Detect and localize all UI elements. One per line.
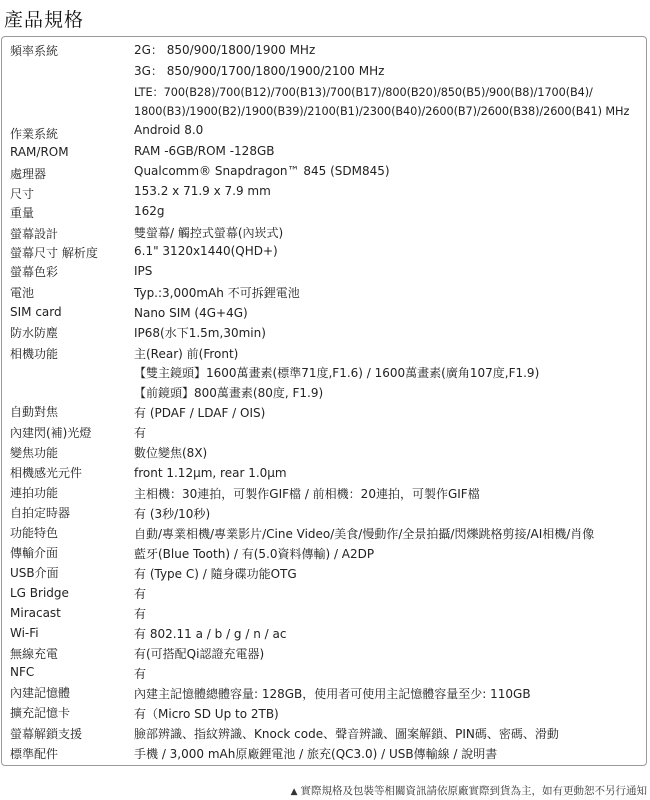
page-title: 產品規格: [4, 9, 85, 31]
spec-value: 手機 / 3,000 mAh原廠鋰電池 / 旅充(QC3.0) / USB傳輸線 / 說明書: [134, 747, 498, 761]
spec-label: 重量: [10, 206, 35, 220]
spec-label: 螢幕尺寸 解析度: [10, 246, 98, 260]
spec-label: 相機功能: [10, 347, 59, 361]
spec-value: 【雙主鏡頭】1600萬畫素(標準71度,F1.6) / 1600萬畫素(廣角107度,F1.9): [134, 366, 540, 380]
spec-label: LG Bridge: [10, 586, 69, 600]
spec-label: Wi-Fi: [10, 626, 39, 640]
spec-value: 有: [134, 607, 147, 621]
spec-label: 內建閃(補)光燈: [10, 426, 92, 440]
spec-value: 臉部辨識、指紋辨識、Knock code、聲音辨識、圖案解鎖、PIN碼、密碼、滑動: [134, 727, 559, 741]
spec-value: 藍牙(Blue Tooth) / 有(5.0資料傳輸) / A2DP: [134, 547, 375, 561]
spec-value: 【前鏡頭】800萬畫素(80度, F1.9): [134, 386, 324, 400]
spec-label: 作業系統: [10, 127, 59, 141]
spec-label: 自動對焦: [10, 405, 59, 419]
spec-label: RAM/ROM: [10, 145, 69, 159]
spec-value: 內建主記憶體總體容量: 128GB，使用者可使用主記憶體容量至少: 110GB: [134, 687, 531, 701]
spec-value: 有: [134, 587, 147, 601]
spec-label: 傳輸介面: [10, 546, 59, 560]
spec-value: Typ.:3,000mAh 不可拆鋰電池: [134, 286, 300, 300]
spec-value: 主(Rear) 前(Front): [134, 347, 239, 361]
spec-value: front 1.12μm, rear 1.0μm: [134, 466, 287, 480]
spec-label: 防水防塵: [10, 326, 59, 340]
spec-value: 162g: [134, 204, 165, 218]
spec-value: 主相機：30連拍，可製作GIF檔 / 前相機：20連拍，可製作GIF檔: [134, 487, 480, 501]
spec-value: Android 8.0: [134, 123, 204, 137]
spec-value: 數位變焦(8X): [134, 446, 208, 460]
spec-value: RAM -6GB/ROM -128GB: [134, 144, 275, 158]
spec-table: [1, 36, 647, 766]
spec-label: 電池: [10, 286, 35, 300]
spec-value: 有（Micro SD Up to 2TB): [134, 707, 279, 721]
spec-value: 有 (PDAF / LDAF / OIS): [134, 406, 266, 420]
spec-value: 1800(B3)/1900(B2)/1900(B39)/2100(B1)/2300(B40)/2600(B7)/2600(B38)/2600(B41) MHz: [134, 105, 630, 118]
spec-label: 相機感光元件: [10, 466, 83, 480]
spec-label: USB介面: [10, 566, 59, 580]
spec-value: 3G： 850/900/1700/1800/1900/2100 MHz: [134, 64, 385, 78]
spec-value: 自動/專業相機/專業影片/Cine Video/美食/慢動作/全景拍攝/閃爍跳格剪接/AI相機/肖像: [134, 527, 595, 541]
spec-value: 有 (Type C) / 隨身碟功能OTG: [134, 567, 297, 581]
spec-label: 尺寸: [10, 187, 35, 201]
spec-value: 2G： 850/900/1800/1900 MHz: [134, 43, 316, 57]
spec-value: IPS: [134, 264, 153, 278]
spec-value: 6.1" 3120x1440(QHD+): [134, 244, 278, 258]
spec-value: Nano SIM (4G+4G): [134, 306, 248, 320]
spec-label: 無線充電: [10, 647, 59, 661]
spec-label: 標準配件: [10, 747, 59, 761]
spec-value: IP68(水下1.5m,30min): [134, 326, 266, 340]
spec-label: 連拍功能: [10, 486, 59, 500]
spec-value: 153.2 x 71.9 x 7.9 mm: [134, 184, 271, 198]
spec-label: 變焦功能: [10, 446, 59, 460]
spec-value: 有: [134, 667, 147, 681]
footnote: [291, 783, 647, 798]
spec-label: 功能特色: [10, 526, 59, 540]
spec-label: NFC: [10, 665, 35, 679]
spec-value: 雙螢幕/ 觸控式螢幕(內崁式): [134, 226, 284, 240]
spec-label: 螢幕設計: [10, 227, 59, 241]
spec-label: 處理器: [10, 167, 47, 181]
spec-label: 內建記憶體: [10, 686, 71, 700]
spec-label: 自拍定時器: [10, 506, 71, 520]
spec-label: SIM card: [10, 305, 62, 319]
spec-label: 頻率系統: [10, 44, 59, 58]
footnote-text: 實際規格及包裝等相關資訊請依原廠實際到貨為主，如有更動恕不另行通知: [300, 785, 647, 797]
spec-value: LTE：700(B28)/700(B12)/700(B13)/700(B17)/800(B20)/850(B5)/900(B8)/1700(B4)/: [134, 86, 593, 99]
spec-value: 有 802.11 a / b / g / n / ac: [134, 627, 287, 641]
spec-label: 螢幕色彩: [10, 265, 59, 279]
spec-value: 有 (3秒/10秒): [134, 507, 211, 521]
spec-value: 有(可搭配Qi認證充電器): [134, 647, 265, 661]
spec-value: 有: [134, 426, 147, 440]
spec-label: Miracast: [10, 606, 61, 620]
triangle-icon: ▲: [290, 787, 298, 797]
spec-label: 擴充記憶卡: [10, 706, 71, 720]
spec-label: 螢幕解鎖支援: [10, 727, 83, 741]
spec-value: Qualcomm® Snapdragon™ 845 (SDM845): [134, 164, 390, 178]
